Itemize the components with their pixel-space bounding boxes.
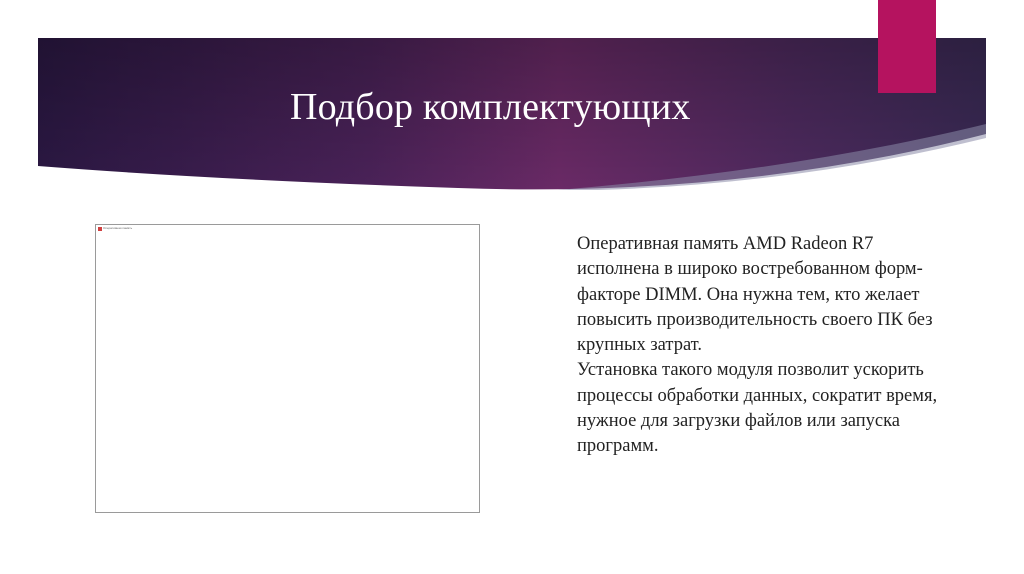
description-paragraph-1: Оперативная память AMD Radeon R7 исполнена в широко востребованном форм-факторе DIMM. Она нужна тем, кто желает повысить производительность своего ПК без крупных затрат. <box>577 234 933 356</box>
slide-title: Подбор комплектующих <box>290 86 691 128</box>
title-banner <box>38 38 986 190</box>
memory-image-placeholder <box>95 224 480 513</box>
description-text <box>577 232 957 460</box>
broken-image-icon <box>98 227 102 231</box>
description-paragraph-2: Установка такого модуля позволит ускорить процессы обработки данных, сократит время, нужное для загрузки файлов или запуска программ. <box>577 360 938 457</box>
accent-tab <box>878 0 936 93</box>
image-alt-text: Оперативная память <box>103 226 133 230</box>
